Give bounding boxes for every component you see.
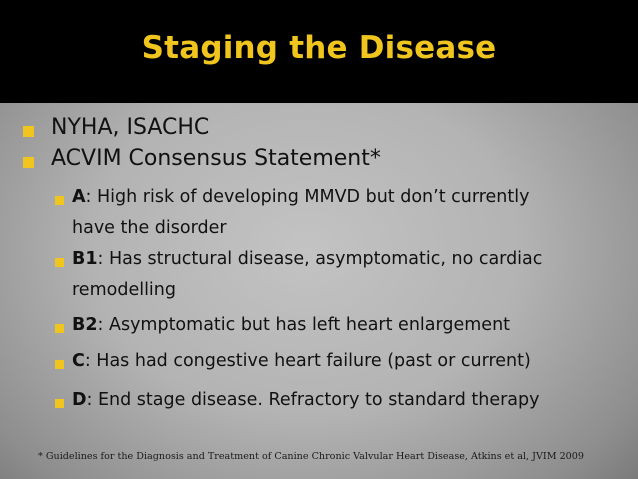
sub-bullet-continuation: have the disorder <box>72 218 227 238</box>
sub-bullet-line <box>72 187 529 207</box>
sub-bullet-line <box>72 315 510 335</box>
stage-description: : Has structural disease, asymptomatic, no cardiac <box>97 249 543 269</box>
square-bullet-icon <box>55 399 64 408</box>
sub-bullet-line <box>72 249 542 269</box>
stage-key: D <box>72 390 87 410</box>
square-bullet-icon <box>55 258 64 267</box>
square-bullet-icon <box>55 360 64 369</box>
slide-title: Staging the Disease <box>141 30 497 66</box>
sub-bullet-line <box>72 390 539 410</box>
stage-key: B1 <box>72 249 98 269</box>
stage-key: C <box>72 351 85 371</box>
stage-key: A <box>72 187 86 207</box>
sub-bullet-line <box>72 351 531 371</box>
stage-key: B2 <box>72 315 98 335</box>
stage-description: : Has had congestive heart failure (past or current) <box>84 351 531 371</box>
sub-bullet-continuation: remodelling <box>72 280 176 300</box>
square-bullet-icon <box>23 157 34 168</box>
bullet-text: ACVIM Consensus Statement* <box>51 146 381 171</box>
square-bullet-icon <box>55 324 64 333</box>
stage-description: : High risk of developing MMVD but don’t currently <box>85 187 530 207</box>
footnote: * Guidelines for the Diagnosis and Treatment of Canine Chronic Valvular Heart Disease, Atkins et al, JVIM 2009 <box>38 451 584 462</box>
stage-description: : Asymptomatic but has left heart enlargement <box>97 315 511 335</box>
bullet-text: NYHA, ISACHC <box>51 115 210 140</box>
square-bullet-icon <box>23 126 34 137</box>
stage-description: : End stage disease. Refractory to standard therapy <box>86 390 540 410</box>
square-bullet-icon <box>55 196 64 205</box>
